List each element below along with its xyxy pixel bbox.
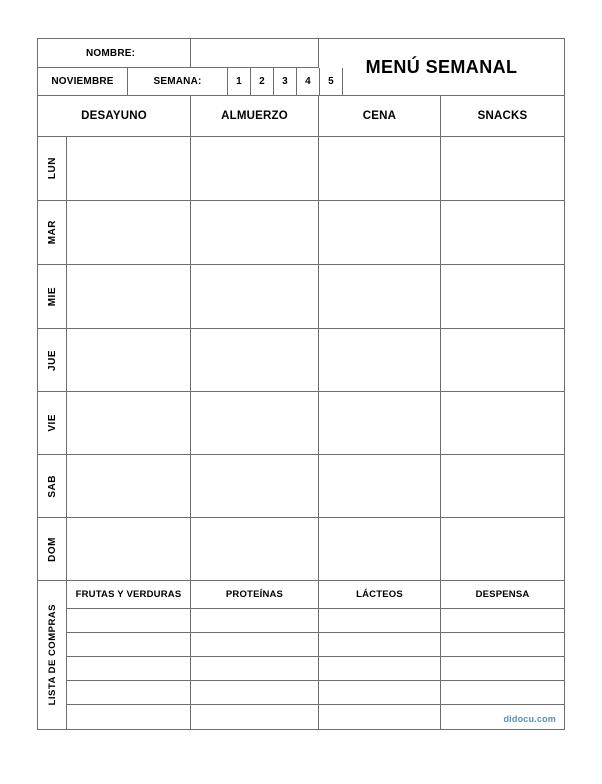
shopping-cell-r1-frutas[interactable] — [67, 609, 191, 633]
shopping-cell-r3-despensa[interactable] — [441, 657, 564, 681]
entry-lun-cena[interactable] — [319, 137, 441, 201]
shopping-cell-r3-frutas[interactable] — [67, 657, 191, 681]
day-label-mar-text: MAR — [46, 220, 58, 245]
entry-lun-snacks[interactable] — [441, 137, 564, 201]
shopping-cell-r1-despensa[interactable] — [441, 609, 564, 633]
column-header-cena — [319, 96, 441, 137]
name-label: NOMBRE: — [86, 47, 136, 59]
shopping-cell-r5-frutas[interactable] — [67, 705, 191, 729]
shopping-header-despensa-label: DESPENSA — [475, 589, 530, 600]
entry-jue-desayuno[interactable] — [67, 329, 191, 392]
shopping-header-lacteos — [319, 581, 441, 609]
shopping-cell-r2-frutas[interactable] — [67, 633, 191, 657]
entry-mar-cena[interactable] — [319, 201, 441, 265]
week-number-1[interactable] — [228, 68, 251, 96]
page-title: MENÚ SEMANAL — [365, 56, 518, 77]
day-label-mie — [38, 265, 67, 329]
shopping-cell-r4-proteinas[interactable] — [191, 681, 319, 705]
day-label-sab — [38, 455, 67, 518]
shopping-header-lacteos-label: LÁCTEOS — [356, 589, 403, 600]
column-header-desayuno — [38, 96, 191, 137]
day-label-lun — [38, 137, 67, 201]
entry-sab-almuerzo[interactable] — [191, 455, 319, 518]
entry-vie-cena[interactable] — [319, 392, 441, 455]
day-label-jue-text: JUE — [46, 349, 58, 371]
shopping-cell-r1-lacteos[interactable] — [319, 609, 441, 633]
shopping-cell-r4-lacteos[interactable] — [319, 681, 441, 705]
column-header-desayuno-label: DESAYUNO — [81, 110, 147, 122]
entry-dom-cena[interactable] — [319, 518, 441, 581]
shopping-list-label: LISTA DE COMPRAS — [46, 604, 58, 706]
name-value-cell[interactable] — [191, 39, 319, 68]
shopping-cell-r4-frutas[interactable] — [67, 681, 191, 705]
day-label-dom-text: DOM — [46, 536, 58, 562]
column-header-almuerzo-label: ALMUERZO — [221, 110, 288, 122]
week-number-5[interactable] — [320, 68, 343, 96]
week-number-2[interactable] — [251, 68, 274, 96]
entry-dom-snacks[interactable] — [441, 518, 564, 581]
entry-lun-desayuno[interactable] — [67, 137, 191, 201]
shopping-header-despensa — [441, 581, 564, 609]
entry-mar-snacks[interactable] — [441, 201, 564, 265]
document-title-cell — [319, 39, 564, 96]
entry-mie-snacks[interactable] — [441, 265, 564, 329]
entry-dom-almuerzo[interactable] — [191, 518, 319, 581]
week-label: SEMANA: — [153, 76, 202, 87]
entry-vie-snacks[interactable] — [441, 392, 564, 455]
shopping-header-proteinas — [191, 581, 319, 609]
shopping-cell-r3-lacteos[interactable] — [319, 657, 441, 681]
shopping-cell-r5-proteinas[interactable] — [191, 705, 319, 729]
column-header-almuerzo — [191, 96, 319, 137]
entry-sab-desayuno[interactable] — [67, 455, 191, 518]
column-header-snacks-label: SNACKS — [477, 110, 528, 122]
day-label-sab-text: SAB — [46, 474, 58, 498]
shopping-cell-r3-proteinas[interactable] — [191, 657, 319, 681]
entry-mie-cena[interactable] — [319, 265, 441, 329]
month-cell[interactable] — [38, 68, 128, 96]
week-number-3-label: 3 — [282, 76, 288, 87]
entry-mie-almuerzo[interactable] — [191, 265, 319, 329]
entry-mar-desayuno[interactable] — [67, 201, 191, 265]
entry-vie-almuerzo[interactable] — [191, 392, 319, 455]
day-label-vie-text: VIE — [46, 414, 58, 432]
shopping-cell-r4-despensa[interactable] — [441, 681, 564, 705]
shopping-list-label-cell — [38, 581, 67, 729]
month-label: NOVIEMBRE — [51, 76, 114, 87]
entry-dom-desayuno[interactable] — [67, 518, 191, 581]
day-label-mar — [38, 201, 67, 265]
weekly-menu-sheet — [37, 38, 565, 730]
shopping-cell-r2-proteinas[interactable] — [191, 633, 319, 657]
entry-sab-snacks[interactable] — [441, 455, 564, 518]
day-label-dom — [38, 518, 67, 581]
week-label-cell — [128, 68, 228, 96]
entry-jue-almuerzo[interactable] — [191, 329, 319, 392]
column-header-snacks — [441, 96, 564, 137]
entry-mie-desayuno[interactable] — [67, 265, 191, 329]
shopping-cell-r2-despensa[interactable] — [441, 633, 564, 657]
name-label-cell — [38, 39, 191, 68]
week-number-3[interactable] — [274, 68, 297, 96]
shopping-header-proteinas-label: PROTEÍNAS — [225, 589, 284, 600]
week-number-5-label: 5 — [328, 76, 334, 87]
shopping-cell-r1-proteinas[interactable] — [191, 609, 319, 633]
entry-jue-cena[interactable] — [319, 329, 441, 392]
entry-lun-almuerzo[interactable] — [191, 137, 319, 201]
column-header-cena-label: CENA — [362, 110, 397, 122]
day-label-jue — [38, 329, 67, 392]
shopping-cell-r2-lacteos[interactable] — [319, 633, 441, 657]
week-number-2-label: 2 — [259, 76, 265, 87]
week-number-1-label: 1 — [236, 76, 242, 87]
shopping-header-frutas — [67, 581, 191, 609]
day-label-mie-text: MIE — [46, 286, 58, 307]
entry-vie-desayuno[interactable] — [67, 392, 191, 455]
entry-jue-snacks[interactable] — [441, 329, 564, 392]
entry-sab-cena[interactable] — [319, 455, 441, 518]
watermark: didocu.com — [503, 714, 556, 724]
shopping-cell-r5-lacteos[interactable] — [319, 705, 441, 729]
day-label-lun-text: LUN — [46, 157, 58, 180]
shopping-header-frutas-label: FRUTAS Y VERDURAS — [75, 589, 182, 600]
week-number-4[interactable] — [297, 68, 320, 96]
day-label-vie — [38, 392, 67, 455]
week-number-4-label: 4 — [305, 76, 311, 87]
entry-mar-almuerzo[interactable] — [191, 201, 319, 265]
